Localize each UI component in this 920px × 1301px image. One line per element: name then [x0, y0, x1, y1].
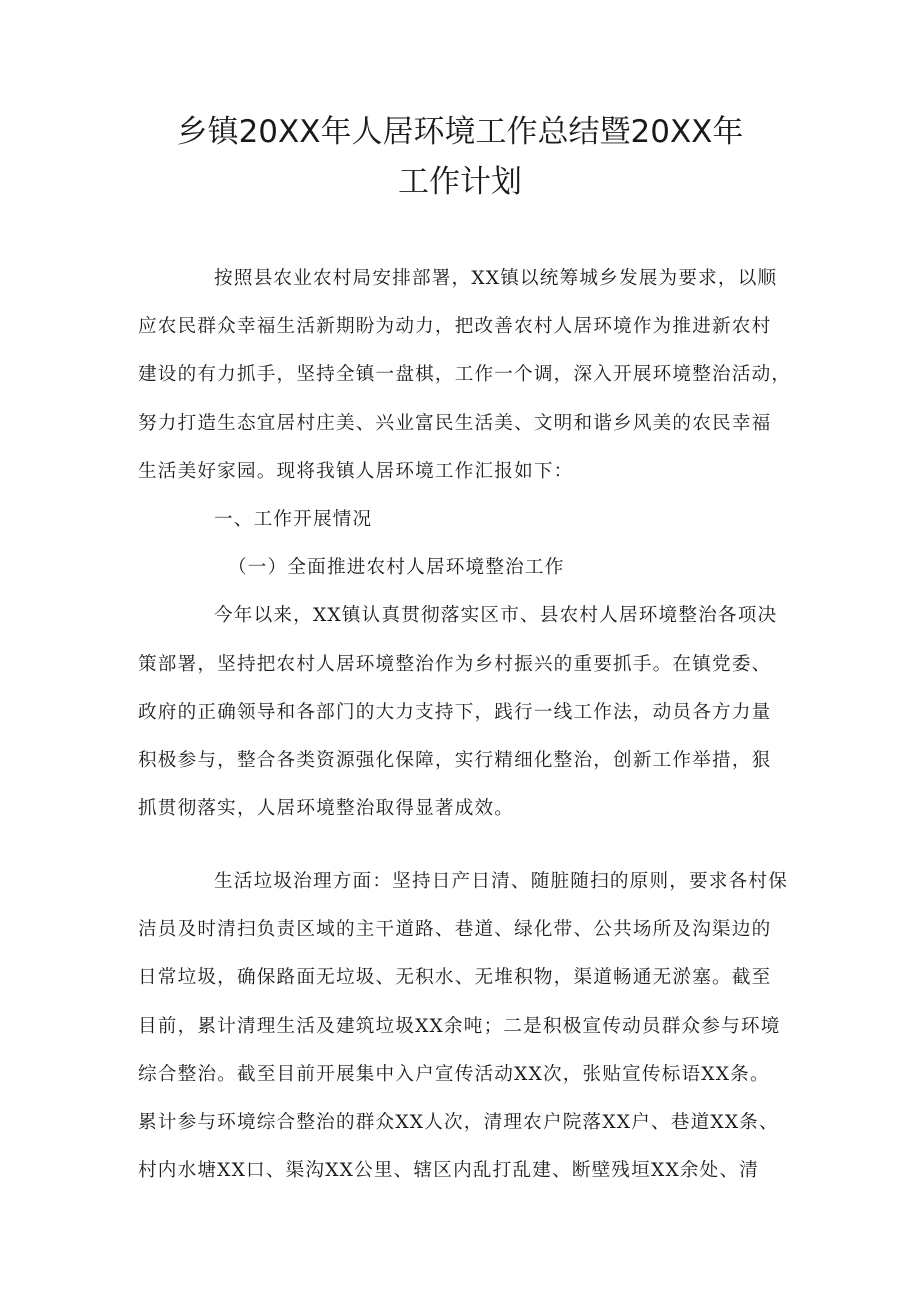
subsection-heading: （一）全面推进农村人居环境整治工作 [228, 557, 565, 579]
text-line: 洁员及时清扫负责区域的主干道路、巷道、绿化带、公共场所及沟渠边的 [138, 919, 772, 941]
text-line: 今年以来，XX镇认真贯彻落实区市、县农村人居环境整治各项决 [214, 605, 778, 627]
text-line: 累计参与环境综合整治的群众XX人次，清理农户院落XX户、巷道XX条、 [138, 1111, 779, 1133]
text-line: 抓贯彻落实，人居环境整治取得显著成效。 [138, 798, 515, 820]
document-title-line-1: 乡镇20XX年人居环境工作总结暨20XX年 [176, 114, 744, 150]
text-line: 应农民群众幸福生活新期盼为动力，把改善农村人居环境作为推进新农村 [138, 316, 772, 338]
paragraph-block-2 [138, 858, 798, 1195]
text-line: 按照县农业农村局安排部署，XX镇以统筹城乡发展为要求，以顺 [214, 268, 778, 289]
text-line: 政府的正确领导和各部门的大力支持下，践行一线工作法，动员各方力量 [138, 701, 772, 723]
section-heading: 一、工作开展情况 [214, 508, 373, 530]
document-title-line-2: 工作计划 [398, 164, 522, 200]
paragraph-block-1 [138, 255, 798, 833]
text-line: 综合整治。截至目前开展集中入户宣传活动XX次，张贴宣传标语XX条。 [138, 1063, 770, 1085]
text-line: 生活美好家园。现将我镇人居环境工作汇报如下： [138, 460, 574, 482]
text-line: 村内水塘XX口、渠沟XX公里、辖区内乱打乱建、断壁残垣XX余处、清 [138, 1160, 760, 1182]
text-line: 生活垃圾治理方面：坚持日产日清、随脏随扫的原则，要求各村保 [214, 871, 789, 892]
text-line: 建设的有力抓手，坚持全镇一盘棋，工作一个调，深入开展环境整治活动， [138, 364, 792, 386]
text-line: 目前，累计清理生活及建筑垃圾XX余吨；二是积极宣传动员群众参与环境 [138, 1015, 781, 1037]
text-line: 策部署，坚持把农村人居环境整治作为乡村振兴的重要抓手。在镇党委、 [138, 653, 772, 675]
text-line: 积极参与，整合各类资源强化保障，实行精细化整治，创新工作举措，狠 [138, 749, 772, 771]
text-line: 日常垃圾，确保路面无垃圾、无积水、无堆积物，渠道畅通无淤塞。截至 [138, 967, 772, 989]
text-line: 努力打造生态宜居村庄美、兴业富民生活美、文明和谐乡风美的农民幸福 [138, 412, 772, 434]
